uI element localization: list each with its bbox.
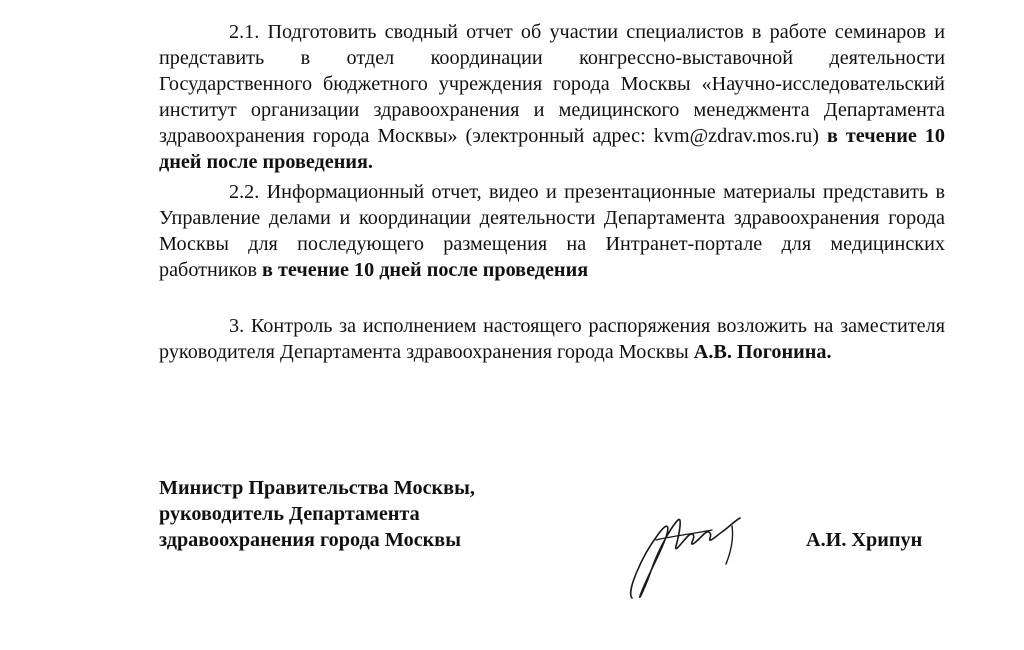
handwritten-signature bbox=[612, 506, 762, 606]
paragraph-3 bbox=[159, 313, 945, 365]
paragraph-2-2-text: 2.2. Информационный отчет, видео и презентационные материалы представить в Управление делами и координации деятельности Департамента здравоохранения города Москвы для последующего размещения на Интранет-портале для медицинских работников bbox=[159, 181, 945, 281]
paragraph-2-1 bbox=[159, 19, 945, 175]
paragraph-3-person: А.В. Погонина. bbox=[693, 341, 832, 363]
signatory-title-block bbox=[159, 475, 475, 553]
signatory-title-line-3: здравоохранения города Москвы bbox=[159, 529, 461, 551]
paragraph-3-text: 3. Контроль за исполнением настоящего распоряжения возложить на заместителя руководителя Департамента здравоохранения города Москвы bbox=[159, 315, 945, 363]
signatory-title-line-1: Министр Правительства Москвы, bbox=[159, 477, 475, 499]
paragraph-2-2-deadline: в течение 10 дней после проведения bbox=[262, 259, 589, 281]
paragraph-2-1-text: 2.1. Подготовить сводный отчет об участии специалистов в работе семинаров и представить в отдел координации конгрессно-выставочной деятельности Государственного бюджетного учреждения города Москвы «Научно-исследовательский институт организации здравоохранения и медицинского менеджмента Департамента здравоохранения города Москвы» (электронный адрес: kvm@zdrav.mos.ru) bbox=[159, 21, 945, 147]
signatory-name: А.И. Хрипун bbox=[806, 529, 923, 551]
paragraph-2-1-deadline: в течение 10 дней после проведения. bbox=[159, 125, 945, 173]
signatory-title-line-2: руководитель Департамента bbox=[159, 503, 420, 525]
paragraph-2-2 bbox=[159, 179, 945, 283]
